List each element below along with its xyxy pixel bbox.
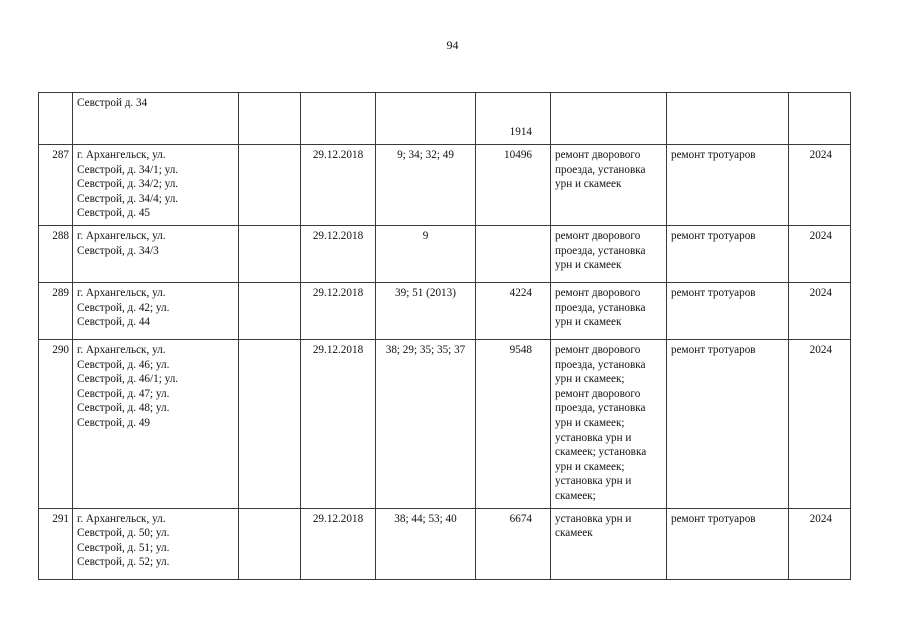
table-row [39,226,851,283]
empty-cell [239,283,301,340]
empty-cell [239,93,301,145]
house-numbers-cell [376,93,476,145]
house-numbers-cell: 39; 51 (2013) [376,283,476,340]
works-done-cell [551,93,667,145]
area-cell: 6674 [476,508,551,579]
year-cell: 2024 [789,226,851,283]
date-cell: 29.12.2018 [301,145,376,226]
year-cell: 2024 [789,283,851,340]
area-cell [476,226,551,283]
row-number-cell [39,93,73,145]
works-done-cell: ремонт дворового проезда, установка урн и скамеек [551,145,667,226]
table-row [39,340,851,509]
address-cell: г. Архангельск, ул. Севстрой, д. 42; ул. Севстрой, д. 44 [73,283,239,340]
works-planned-cell: ремонт тротуаров [667,283,789,340]
table-row [39,145,851,226]
date-cell: 29.12.2018 [301,340,376,509]
year-cell: 2024 [789,340,851,509]
address-cell: г. Архангельск, ул. Севстрой, д. 34/3 [73,226,239,283]
empty-cell [239,226,301,283]
year-cell [789,93,851,145]
table-row [39,508,851,579]
works-planned-cell: ремонт тротуаров [667,145,789,226]
works-done-cell: ремонт дворового проезда, установка урн и скамеек [551,283,667,340]
empty-cell [239,340,301,509]
area-cell: 10496 [476,145,551,226]
address-cell: г. Архангельск, ул. Севстрой, д. 46; ул. Севстрой, д. 46/1; ул. Севстрой, д. 47; ул. Севстрой, д. 48; ул. Севстрой, д. 49 [73,340,239,509]
address-cell: г. Архангельск, ул. Севстрой, д. 50; ул. Севстрой, д. 51; ул. Севстрой, д. 52; ул. [73,508,239,579]
area-cell: 9548 [476,340,551,509]
row-number-cell: 287 [39,145,73,226]
works-planned-cell [667,93,789,145]
date-cell [301,93,376,145]
row-number-cell: 289 [39,283,73,340]
date-cell: 29.12.2018 [301,508,376,579]
year-cell: 2024 [789,508,851,579]
empty-cell [239,145,301,226]
works-planned-cell: ремонт тротуаров [667,226,789,283]
house-numbers-cell: 38; 44; 53; 40 [376,508,476,579]
year-cell: 2024 [789,145,851,226]
yards-table [38,92,851,580]
works-done-cell: ремонт дворового проезда, установка урн и скамеек [551,226,667,283]
works-planned-cell: ремонт тротуаров [667,340,789,509]
works-done-cell: ремонт дворового проезда, установка урн и скамеек; ремонт дворового проезда, установка урн и скамеек; установка урн и скамеек; установка урн и скамеек; установка урн и скамеек; [551,340,667,509]
table-row [39,93,851,145]
empty-cell [239,508,301,579]
house-numbers-cell: 38; 29; 35; 35; 37 [376,340,476,509]
date-cell: 29.12.2018 [301,283,376,340]
table-row [39,283,851,340]
address-cell: г. Архангельск, ул. Севстрой, д. 34/1; ул. Севстрой, д. 34/2; ул. Севстрой, д. 34/4; ул. Севстрой, д. 45 [73,145,239,226]
area-cell: 4224 [476,283,551,340]
row-number-cell: 290 [39,340,73,509]
works-planned-cell: ремонт тротуаров [667,508,789,579]
works-done-cell: установка урн и скамеек [551,508,667,579]
page-number: 94 [446,38,459,52]
date-cell: 29.12.2018 [301,226,376,283]
row-number-cell: 291 [39,508,73,579]
house-numbers-cell: 9; 34; 32; 49 [376,145,476,226]
area-cell: 1914 [476,93,551,145]
house-numbers-cell: 9 [376,226,476,283]
address-cell: Севстрой д. 34 [73,93,239,145]
row-number-cell: 288 [39,226,73,283]
